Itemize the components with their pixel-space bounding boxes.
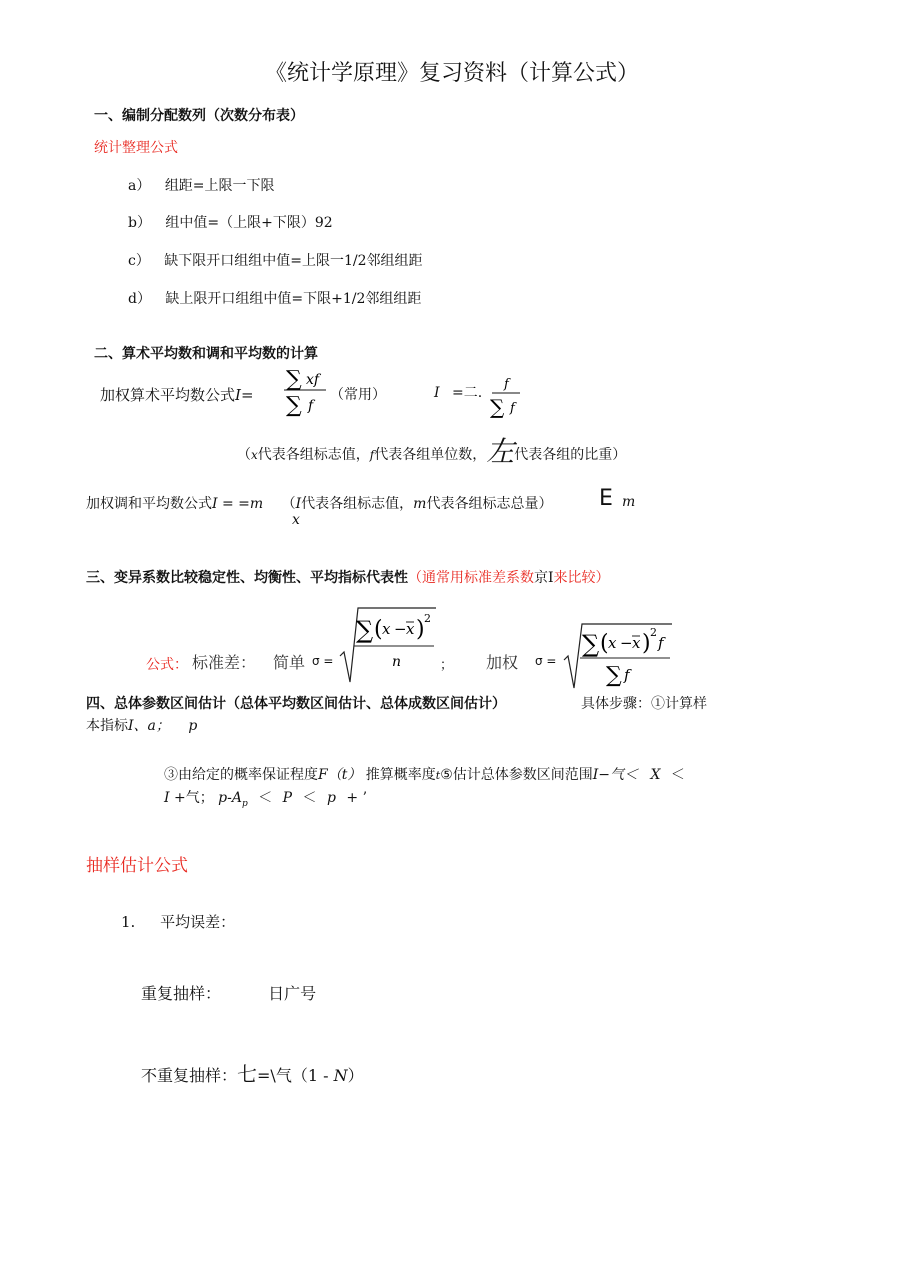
section-5-heading: 抽样估计公式 xyxy=(86,856,188,876)
steps-text: 本指标 xyxy=(86,718,128,734)
explain-text: 代表各组的比重） xyxy=(514,447,627,463)
harmonic-mean-formula xyxy=(86,493,552,513)
steps-line-1: 具体步骤：①计算样 xyxy=(581,696,707,712)
steps-text: ＜ xyxy=(258,790,273,806)
section-2-heading: 二、算术平均数和调和平均数的计算 xyxy=(94,346,318,362)
alt-eq: =二. xyxy=(451,385,483,401)
paren-close: ) xyxy=(416,617,425,642)
section-4-heading-text: 四、总体参数区间估计（总体平均数区间估计、总体成数区间估计） xyxy=(86,696,506,712)
var-f: f xyxy=(369,448,375,462)
list-item-b xyxy=(128,212,333,232)
alt-fraction xyxy=(488,372,528,418)
sum-symbol: ∑ xyxy=(582,630,600,658)
repeat-label: 重复抽样： xyxy=(141,984,222,1003)
section-3-note: （通常用标准差系数 xyxy=(408,570,534,586)
steps-var: p-A xyxy=(218,790,242,806)
paren: （ xyxy=(237,447,251,463)
repeat-sampling xyxy=(141,981,316,1004)
steps-text: ＜ xyxy=(670,767,685,783)
list-text: 组中值=（上限+下限）92 xyxy=(165,215,333,231)
sum-symbol: ∑ xyxy=(286,367,302,392)
weighted-mean-label xyxy=(100,384,254,405)
exponent: 2 xyxy=(424,612,431,625)
steps-text: ＜ xyxy=(302,790,317,806)
variable-explanation xyxy=(237,430,626,470)
var-x: x xyxy=(608,634,617,652)
harmonic-denominator-x: x xyxy=(292,512,300,528)
section-3-heading xyxy=(86,567,610,587)
section-1-subheading: 统计整理公式 xyxy=(94,140,178,156)
item-number: 1. xyxy=(121,913,136,931)
var-weight: 左 xyxy=(486,435,515,468)
steps-var-p: p xyxy=(188,718,198,734)
weighted-mean-text: 加权算术平均数公式 xyxy=(100,386,236,404)
steps-sub: p xyxy=(241,798,248,809)
section-3-note: 来比较） xyxy=(553,570,610,586)
sum-symbol: ∑ xyxy=(490,395,505,418)
harmonic-sum-E: E xyxy=(599,486,613,511)
section-1-heading: 一、编制分配数列（次数分布表） xyxy=(94,108,304,124)
fraction-numerator: f xyxy=(504,377,509,392)
std-dev-label: 标准差： xyxy=(192,653,257,672)
list-item-d xyxy=(128,288,421,308)
repeat-formula: 日广号 xyxy=(268,984,317,1003)
formula-prefix: 公式： xyxy=(146,657,188,673)
harmonic-label: 加权调和平均数公式 xyxy=(86,496,212,512)
sigma-weighted: σ = xyxy=(535,654,557,668)
non-repeat-sampling xyxy=(141,1058,364,1087)
paren: （ xyxy=(281,496,296,512)
weighted-mean-var: I= xyxy=(235,386,254,404)
non-repeat-close: ） xyxy=(347,1066,364,1085)
sum-symbol: ∑ xyxy=(286,393,302,418)
paren-open: ( xyxy=(374,617,383,642)
minus: − xyxy=(394,620,407,638)
steps-text: +气； xyxy=(173,790,214,806)
paren-close: ) xyxy=(642,631,651,656)
section-3-note-symbol: 京I xyxy=(534,570,554,586)
explain-text: 代表各组标志值， xyxy=(257,447,370,463)
harmonic-var: I xyxy=(212,496,218,512)
harmonic-text: 代表各组标志总量） xyxy=(426,496,553,512)
fraction-denominator: f xyxy=(308,398,314,414)
steps-var: t xyxy=(435,769,441,782)
var-xbar: x xyxy=(632,634,641,652)
list-item-a xyxy=(128,175,275,195)
steps-text: 推算概率度 xyxy=(365,767,436,783)
var-xbar: x xyxy=(406,620,415,638)
steps-line-2 xyxy=(86,715,197,735)
list-text: 缺上限开口组组中值=下限+1/2邻组组距 xyxy=(165,291,422,307)
alt-var: I xyxy=(434,385,440,401)
list-item-c xyxy=(128,250,423,270)
fraction-numerator: xf xyxy=(306,372,320,388)
non-repeat-N: N xyxy=(333,1066,348,1085)
steps-var: P xyxy=(282,790,293,806)
weighted-label: 加权 xyxy=(486,653,519,672)
harmonic-sum-m: m xyxy=(622,494,636,510)
var-f: f xyxy=(624,666,630,684)
sampling-item-1 xyxy=(121,911,235,932)
sigma-simple: σ = xyxy=(312,654,334,668)
minus: − xyxy=(620,634,633,652)
list-text: 组距=上限一下限 xyxy=(164,178,275,194)
list-marker: d） xyxy=(128,291,151,307)
list-marker: c） xyxy=(128,253,150,269)
steps-var: p xyxy=(326,790,336,806)
fraction-denominator: f xyxy=(510,401,515,416)
list-marker: b） xyxy=(128,215,151,231)
harmonic-m: m xyxy=(249,496,264,512)
steps-var: I−气＜ xyxy=(592,767,639,783)
section-3-heading-text: 三、变异系数比较稳定性、均衡性、平均指标代表性 xyxy=(86,570,408,586)
steps-line-3 xyxy=(164,764,685,784)
section-4-heading xyxy=(86,693,506,713)
non-repeat-symbol: 七 xyxy=(237,1062,258,1086)
steps-var: F（t） xyxy=(318,767,362,783)
simple-label: 简单 xyxy=(273,653,306,672)
sum-symbol: ∑ xyxy=(606,663,622,688)
sum-symbol: ∑ xyxy=(356,616,374,644)
steps-text: ⑤估计总体参数区间范围 xyxy=(440,767,593,783)
var-f: f xyxy=(658,634,664,652)
non-repeat-formula: =\气（1 - xyxy=(257,1066,329,1085)
non-repeat-label: 不重复抽样： xyxy=(141,1066,238,1085)
harmonic-eq: = = xyxy=(221,496,250,512)
weighted-mean-note: （常用） xyxy=(330,387,386,403)
explain-text: 代表各组单位数， xyxy=(374,447,487,463)
steps-text: + ’ xyxy=(346,790,368,806)
var-n: n xyxy=(392,654,402,670)
var-m: m xyxy=(413,496,427,512)
list-text: 缺下限开口组组中值=上限一1/2邻组组距 xyxy=(164,253,423,269)
steps-var: X xyxy=(650,767,661,783)
steps-text: ③由给定的概率保证程度 xyxy=(164,767,318,783)
var-x: x xyxy=(382,620,391,638)
list-marker: a） xyxy=(128,178,151,194)
weighted-std-dev-formula xyxy=(560,620,674,692)
simple-std-dev-formula xyxy=(336,604,440,690)
alt-formula-lhs xyxy=(434,382,482,402)
var-x: x xyxy=(251,448,258,462)
item-label: 平均误差： xyxy=(160,913,236,931)
steps-var: I、a； xyxy=(128,718,170,734)
harmonic-text: 代表各组标志值， xyxy=(301,496,414,512)
steps-var: I xyxy=(164,790,170,806)
exponent: 2 xyxy=(650,626,657,639)
paren-open: ( xyxy=(600,631,609,656)
steps-line-4 xyxy=(164,787,367,809)
page-title: 《统计学原理》复习资料（计算公式） xyxy=(265,61,640,86)
semicolon: ； xyxy=(440,658,454,673)
var-I: I xyxy=(295,496,302,512)
